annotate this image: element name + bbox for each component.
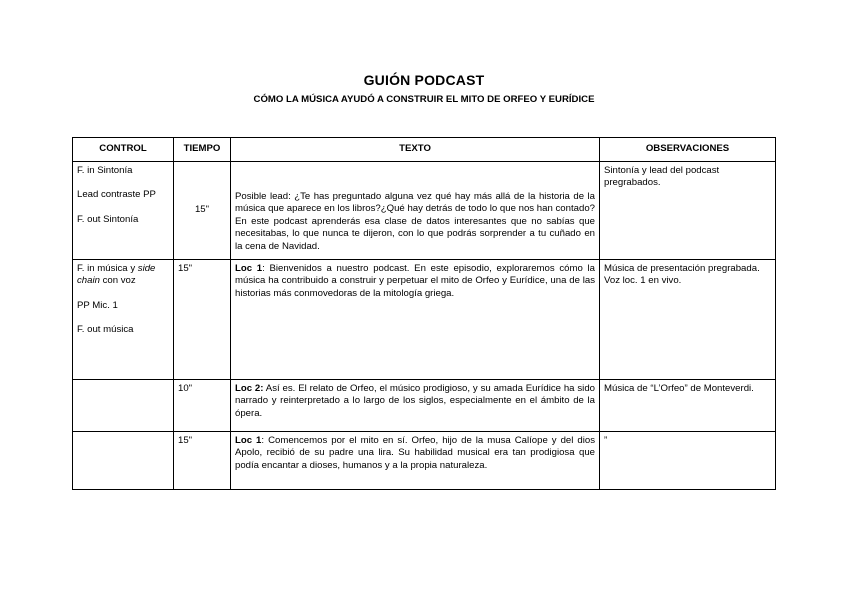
- control-line: PP Mic. 1: [77, 299, 118, 311]
- column-header-control: CONTROL: [73, 138, 174, 162]
- control-line: F. in Sintonía: [77, 165, 133, 176]
- document-subtitle: CÓMO LA MÚSICA AYUDÓ A CONSTRUIR EL MITO DE ORFEO Y EURÍDICE: [253, 94, 595, 105]
- texto-cell: [231, 380, 600, 432]
- column-header-observaciones: OBSERVACIONES: [600, 138, 776, 162]
- observaciones-cell: Música de “L’Orfeo” de Monteverdi.: [600, 380, 776, 432]
- texto-cell: [231, 432, 600, 490]
- texto-cell: [231, 260, 600, 380]
- control-cell: [73, 162, 174, 260]
- control-cell: [73, 380, 174, 432]
- tiempo-cell: 15": [174, 432, 231, 490]
- table-row: [73, 162, 776, 260]
- table-row: [73, 432, 776, 490]
- texto-body: Así es. El relato de Orfeo, el músico prodigioso, y su amada Eurídice ha sido narrado y reinterpretado a lo largo de los siglos, especialmente en el ámbito de la ópera.: [235, 383, 595, 419]
- speaker-label: Loc 1: [235, 263, 263, 274]
- table-row: [73, 260, 776, 380]
- texto-cell: Posible lead: ¿Te has preguntado alguna vez qué hay más allá de la historia de la música que aparece en los libros?¿Qué hay detrás de todo lo que nos han contado? En este podcast aprenderás esa clase de datos interesantes que no sabías que necesitabas, lo que nunca te dijeron, con lo que podrás sorprender a tu cuñado en la cena de Navidad.: [231, 162, 600, 260]
- table-header-row: [73, 138, 776, 162]
- observaciones-cell: Música de presentación pregrabada. Voz loc. 1 en vivo.: [600, 260, 776, 380]
- texto-body: : Comencemos por el mito en sí. Orfeo, hijo de la musa Calíope y del dios Apolo, recibió de su padre una lira. Su habilidad musical era tan prodigiosa que podía encantar a dioses, humanos y a la propia naturaleza.: [235, 435, 596, 471]
- control-line: F. out Sintonía: [77, 213, 139, 225]
- document-title: GUIÓN PODCAST: [363, 72, 485, 88]
- control-text-italic: side chain: [77, 263, 156, 287]
- speaker-label: Loc 1: [235, 435, 262, 446]
- control-line: F. out música: [77, 324, 134, 336]
- control-text: F. in música y: [77, 263, 138, 274]
- tiempo-cell: 15": [174, 162, 231, 260]
- tiempo-cell: 10": [174, 380, 231, 432]
- observaciones-cell: Sintonía y lead del podcast pregrabados.: [600, 162, 776, 260]
- column-header-texto: TEXTO: [231, 138, 600, 162]
- control-line: [77, 263, 169, 288]
- observaciones-cell: ”: [600, 432, 776, 490]
- texto-body: : Bienvenidos a nuestro podcast. En este episodio, exploraremos cómo la música ha contribuido a construir y perpetuar el mito de Orfeo y Eurídice, una de las historias más conmovedoras de la mitología griega.: [235, 263, 596, 299]
- tiempo-cell: 15": [174, 260, 231, 380]
- control-cell: [73, 432, 174, 490]
- column-header-tiempo: TIEMPO: [174, 138, 231, 162]
- control-text: con voz: [99, 275, 136, 287]
- control-cell: [73, 260, 174, 380]
- control-line: Lead contraste PP: [77, 189, 156, 201]
- script-table: [72, 137, 776, 490]
- table-row: [73, 380, 776, 432]
- speaker-label: Loc 2:: [235, 383, 264, 394]
